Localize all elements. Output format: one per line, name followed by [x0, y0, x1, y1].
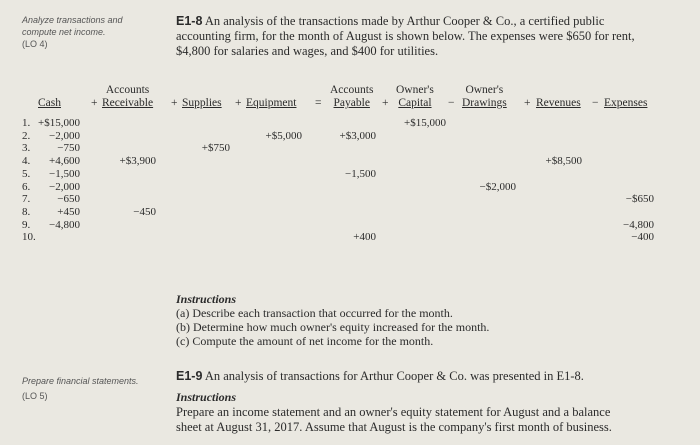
cell-accounts-payable: +400 — [353, 231, 376, 244]
e18-learning-objective: (LO 4) — [22, 39, 48, 49]
header-equipment: Equipment — [246, 97, 297, 109]
e19-text: An analysis of transactions for Arthur Cooper & Co. was presented in E1-8. — [204, 369, 584, 383]
header-accounts-receivable: Accounts Receivable — [102, 84, 154, 109]
e18-label: E1-8 — [176, 14, 203, 28]
e19-instructions-heading: Instructions — [176, 390, 237, 404]
e18-side-title-line2: compute net income. — [22, 27, 106, 37]
header-owners-capital: Owner's Capital — [396, 84, 434, 109]
cell-cash: +450 — [57, 205, 80, 218]
header-accounts-payable: Accounts Payable — [330, 84, 374, 109]
e18-side-title-line1: Analyze transactions and — [22, 15, 123, 25]
cell-cash: −2,000 — [49, 129, 80, 142]
cell-revenues: +$8,500 — [545, 155, 582, 168]
cell-cash: −750 — [57, 142, 80, 155]
header-supplies: Supplies — [182, 97, 222, 109]
header-equals: = — [315, 97, 322, 109]
cell-cash: −650 — [57, 193, 80, 206]
e19-side-title-line: Prepare financial statements. — [22, 376, 139, 386]
header-plus-1: + — [91, 97, 98, 109]
cell-cash: −1,500 — [49, 167, 80, 180]
e18-instruction-a: (a) Describe each transaction that occurred for the month. — [176, 306, 453, 320]
header-expenses: Expenses — [604, 97, 648, 109]
cell-cash: +$15,000 — [38, 117, 80, 129]
e19-learning-objective: (LO 5) — [22, 391, 48, 401]
cell-expenses: −$650 — [625, 193, 654, 206]
e19-label: E1-9 — [176, 369, 203, 383]
header-revenues: Revenues — [536, 97, 581, 109]
row-number: 6. — [22, 180, 31, 193]
row-number: 2. — [22, 129, 31, 142]
row-number: 5. — [22, 167, 31, 180]
header-plus-3: + — [235, 97, 242, 109]
e18-instructions — [176, 292, 489, 348]
e19-section — [176, 369, 612, 435]
header-minus-2: − — [592, 97, 599, 109]
cell-owners-drawings: −$2,000 — [479, 180, 516, 193]
e19-instructions-line2: sheet at August 31, 2017. Assume that August is the company's first month of business. — [176, 420, 612, 434]
header-plus-2: + — [171, 97, 178, 109]
row-number: 9. — [22, 218, 31, 231]
cell-accounts-receivable: +$3,900 — [119, 155, 156, 168]
row-number: 4. — [22, 155, 31, 168]
cell-equipment: +$5,000 — [265, 129, 302, 142]
e18-instruction-b: (b) Determine how much owner's equity increased for the month. — [176, 320, 490, 334]
row-number: 10. — [22, 231, 36, 244]
cell-accounts-payable: +$3,000 — [339, 129, 376, 142]
e18-text-line2: accounting firm, for the month of August is shown below. The expenses were $650 for rent, — [176, 29, 635, 43]
e18-side-title — [22, 14, 123, 50]
e18-instruction-c: (c) Compute the amount of net income for the month. — [176, 334, 434, 348]
e18-instructions-heading: Instructions — [176, 292, 237, 306]
header-plus-4: + — [382, 97, 389, 109]
row-number: 3. — [22, 142, 31, 155]
cell-owners-capital: +$15,000 — [404, 117, 446, 129]
e19-side-title — [22, 375, 139, 402]
header-minus-1: − — [448, 97, 455, 109]
header-owners-drawings: Owner's Drawings — [462, 84, 507, 109]
cell-expenses: −4,800 — [623, 218, 654, 231]
cell-accounts-receivable: −450 — [133, 205, 156, 218]
row-number: 1. — [22, 117, 31, 129]
row-number: 8. — [22, 205, 31, 218]
cell-expenses: −400 — [631, 231, 654, 244]
cell-supplies: +$750 — [201, 142, 230, 155]
e19-instructions-line1: Prepare an income statement and an owner's equity statement for August and a balance — [176, 405, 611, 419]
e18-intro — [176, 14, 635, 59]
row-number: 7. — [22, 193, 31, 206]
e18-text-line1: An analysis of the transactions made by Arthur Cooper & Co., a certified public — [204, 14, 605, 28]
cell-cash: +4,600 — [49, 155, 80, 168]
header-cash: Cash — [38, 97, 61, 109]
cell-accounts-payable: −1,500 — [345, 167, 376, 180]
cell-cash: −2,000 — [49, 180, 80, 193]
header-plus-5: + — [524, 97, 531, 109]
cell-cash: −4,800 — [49, 218, 80, 231]
e18-text-line3: $4,800 for salaries and wages, and $400 for utilities. — [176, 44, 439, 58]
